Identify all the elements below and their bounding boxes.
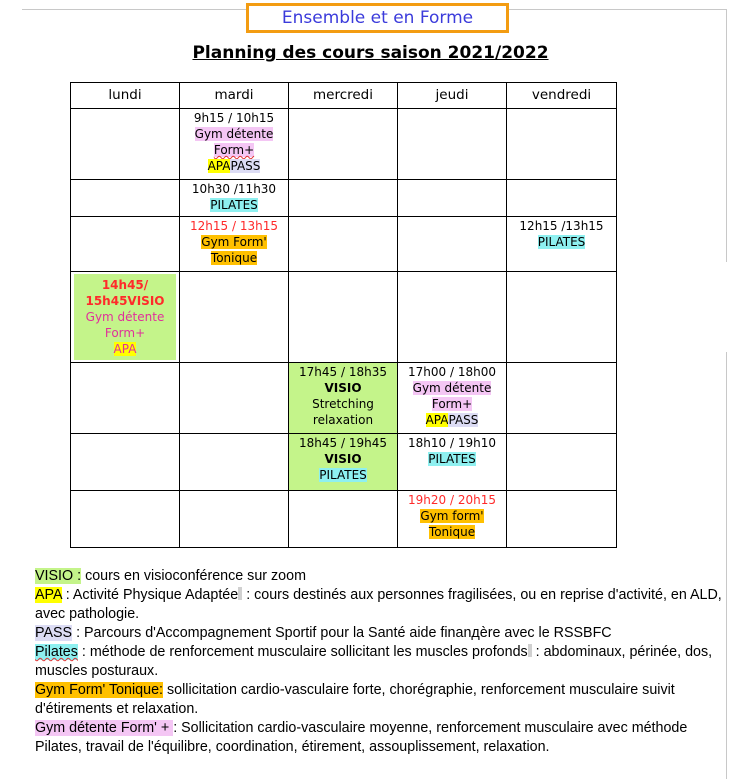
legend-pilates (35, 643, 725, 681)
class-name: Gym Form' (201, 235, 267, 249)
cell-jeudi-3 (398, 217, 507, 272)
class-time: 18h45 / 19h45 (299, 436, 387, 450)
class-name-suffix: Form+ (431, 397, 473, 411)
apa-tag: APA (113, 342, 137, 356)
day-header-jeudi: jeudi (398, 83, 507, 109)
document-title: Planning des cours saison 2021/2022 (192, 43, 549, 63)
class-time: 10h30 /11h30 (191, 182, 277, 196)
legend-apa (35, 586, 725, 624)
cell-mercredi-4 (289, 272, 398, 363)
cell-vendredi-6 (507, 434, 617, 491)
header-banner-text: Ensemble et en Forme (281, 8, 474, 28)
pass-tag: PASS (230, 159, 261, 173)
legend-visio (35, 567, 725, 586)
cell-mardi-2 (180, 180, 289, 217)
class-name: Gym form' (420, 509, 484, 523)
cell-mardi-4 (180, 272, 289, 363)
legend-term: APA (35, 587, 62, 603)
pilates-tag: PILATES (537, 235, 586, 249)
class-time: 12h15 /13h15 (519, 219, 604, 233)
legend-description-cont: : abdominaux, périnée, dos, muscles posturaux. (35, 644, 713, 679)
page-border-gap (726, 262, 729, 352)
class-time: 12h15 / 13h15 (190, 219, 278, 233)
slot-row-4 (71, 272, 617, 363)
legend-description: cours en visioconférence sur zoom (81, 568, 306, 584)
cell-mercredi-2 (289, 180, 398, 217)
class-name-suffix: Tonique (210, 251, 258, 265)
legend-description: : Parcours d'Accompagnement Sportif pour la Santé aide finanдère avec le RSSBFC (72, 625, 612, 641)
legend-pass (35, 624, 725, 643)
class-time: 18h10 / 19h10 (408, 436, 496, 450)
cell-lundi-6 (71, 434, 180, 491)
header-banner (246, 3, 509, 33)
header-row (71, 83, 617, 109)
class-name-suffix: Tonique (428, 525, 476, 539)
class-time: 14h45/ (101, 278, 149, 292)
cell-lundi-3 (71, 217, 180, 272)
legend-detente (35, 719, 725, 757)
legend-term: Gym détente Form' + (35, 720, 174, 736)
pilates-tag: PILATES (428, 452, 476, 466)
class-name-suffix: Form+ (104, 326, 146, 340)
cell-lundi-4 (71, 272, 180, 363)
cell-vendredi-7 (507, 491, 617, 548)
cell-mercredi-5 (289, 363, 398, 434)
slot-row-1 (71, 109, 617, 180)
class-name: Stretching (312, 397, 374, 411)
schedule-table (70, 82, 617, 548)
class-time: 17h45 / 18h35 (299, 365, 387, 379)
class-time: 19h20 / 20h15 (408, 493, 496, 507)
pilates-tag: PILATES (319, 468, 367, 482)
cell-mardi-7 (180, 491, 289, 548)
apa-tag: APA (425, 413, 449, 427)
cell-jeudi-1 (398, 109, 507, 180)
cell-jeudi-5 (398, 363, 507, 434)
cell-mercredi-3 (289, 217, 398, 272)
class-name: Gym détente (194, 127, 274, 141)
cell-mardi-1 (180, 109, 289, 180)
pass-tag: PASS (448, 413, 479, 427)
day-header-lundi: lundi (71, 83, 180, 109)
class-time: 9h15 / 10h15 (193, 111, 275, 125)
visio-highlight (74, 274, 176, 360)
cell-mercredi-7 (289, 491, 398, 548)
pilates-tag: PILATES (210, 198, 258, 212)
legend-description: sollicitation cardio-vasculaire forte, chorégraphie, renforcement musculaire suivit d'étirements et relaxation. (35, 682, 675, 717)
visio-label: VISIO (324, 452, 362, 466)
cell-mardi-3 (180, 217, 289, 272)
class-name-suffix: Form+ (213, 143, 255, 157)
legend (35, 567, 725, 757)
slot-row-6 (71, 434, 617, 491)
cell-vendredi-3 (507, 217, 617, 272)
cell-vendredi-1 (507, 109, 617, 180)
legend-term: Pilates (35, 644, 78, 660)
cell-mercredi-1 (289, 109, 398, 180)
cell-jeudi-2 (398, 180, 507, 217)
slot-row-2 (71, 180, 617, 217)
cell-mardi-6 (180, 434, 289, 491)
cell-vendredi-2 (507, 180, 617, 217)
class-name: Gym détente (85, 310, 165, 324)
class-name: Gym détente (412, 381, 492, 395)
legend-description: : Sollicitation cardio-vasculaire moyenne, renforcement musculaire avec méthode Pilates, travail de l'équilibre, coordination, étirement, assouplissement, relaxation. (35, 720, 688, 755)
cell-mardi-5 (180, 363, 289, 434)
cell-vendredi-4 (507, 272, 617, 363)
day-header-mardi: mardi (180, 83, 289, 109)
cell-lundi-7 (71, 491, 180, 548)
cell-jeudi-6 (398, 434, 507, 491)
cell-lundi-1 (71, 109, 180, 180)
legend-term: VISIO : (35, 568, 82, 584)
slot-row-3 (71, 217, 617, 272)
slot-row-5 (71, 363, 617, 434)
cell-vendredi-5 (507, 363, 617, 434)
legend-tonique (35, 681, 725, 719)
legend-term: PASS (35, 625, 73, 641)
cell-jeudi-7 (398, 491, 507, 548)
class-name-suffix: relaxation (312, 413, 374, 427)
slot-row-7 (71, 491, 617, 548)
legend-term: Gym Form' Tonique: (35, 682, 164, 698)
cell-lundi-2 (71, 180, 180, 217)
class-time-visio: 15h45VISIO (85, 294, 165, 308)
class-time: 17h00 / 18h00 (408, 365, 496, 379)
apa-tag: APA (207, 159, 231, 173)
legend-description-cont: : cours destinés aux personnes fragilisées, ou en reprise d'activité, en ALD, avec pathologie. (35, 587, 722, 622)
cell-mercredi-6 (289, 434, 398, 491)
cell-jeudi-4 (398, 272, 507, 363)
day-header-vendredi: vendredi (507, 83, 617, 109)
day-header-mercredi: mercredi (289, 83, 398, 109)
visio-label: VISIO (324, 381, 362, 395)
cell-lundi-5 (71, 363, 180, 434)
legend-description: : méthode de renforcement musculaire sollicitant les muscles profonds (77, 644, 528, 660)
legend-description: : Activité Physique Adaptée (61, 587, 239, 603)
